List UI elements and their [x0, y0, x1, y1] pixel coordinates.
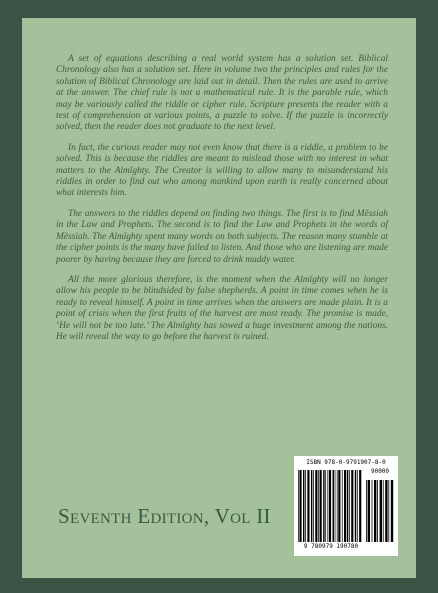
- barcode-bar: [299, 470, 301, 542]
- barcode-bar: [329, 470, 331, 542]
- barcode-bar: [366, 480, 367, 542]
- price-addon-number: 90000: [370, 468, 390, 475]
- barcode-bar: [351, 470, 353, 542]
- isbn-number: ISBN 978-0-9791907-8-0: [306, 459, 386, 466]
- barcode-bar: [380, 480, 382, 542]
- ean-bars: [298, 470, 362, 542]
- barcode-bar: [307, 470, 309, 542]
- barcode-bar: [357, 470, 358, 542]
- ean-digits: 9 780979 190780: [303, 543, 359, 550]
- barcode-bar: [315, 470, 317, 542]
- barcode-bar: [325, 470, 326, 542]
- barcode-bar: [359, 470, 361, 542]
- barcode-bar: [372, 480, 373, 542]
- barcode-bar: [305, 470, 306, 542]
- barcode-bar: [368, 480, 370, 542]
- edition-title: Seventh Edition, Vol II: [58, 504, 271, 528]
- blurb-paragraph-1: A set of equations describing a real world system has a solution set. Biblical Chronology also has a solution set. Here in volume two the principles and rules for the solution of Biblical Chronology are laid out in detail. Then the rules are used to arrive at the answer. The chief rule is not a mathematical rule. It is the parable rule, which may be variously called the riddle or cipher rule. Scripture presents the reader with a test of comprehension at various points, a puzzle to solve. If the puzzle is incorrectly solved, then the reader does not graduate to the next level.: [56, 54, 388, 133]
- barcode-bar: [355, 470, 356, 542]
- barcode-bar: [374, 480, 376, 542]
- barcode-bar: [347, 470, 348, 542]
- barcode-bar: [338, 470, 340, 542]
- barcode-bar: [337, 470, 338, 542]
- blurb-paragraph-2: In fact, the curious reader may not even know that there is a riddle, a problem to be solved. This is because the riddles are meant to mislead those with no interest in what matters to the Almĭghty. The Creator is willing to allow many to misunderstand his riddles in order to find out who among mankind upon earth is really concerned about what interests him.: [56, 142, 388, 199]
- barcode-bar: [318, 470, 319, 542]
- blurb-paragraph-4: All the more glorious therefore, is the moment when the Almĭghty will no longer allow his people to be blindsided by false shepherds. A point in time comes when he is ready to reveal himself. A point in time arrives when the answers are made plain. It is a point of crisis when the first fruits of the harvest are most ready. The promise is made, ‘He will not be too late.’ The Almĭghty has sowed a huge investment among the nations. He will reveal the way to go before the harvest is ruined.: [56, 274, 388, 342]
- blurb-text: [56, 54, 388, 352]
- barcode-bar: [333, 470, 334, 542]
- barcode-bar: [311, 470, 312, 542]
- barcode-bar: [391, 480, 393, 542]
- barcode: [294, 456, 398, 556]
- barcode-bar: [335, 470, 336, 542]
- barcode-bar: [313, 470, 314, 542]
- barcode-bar: [323, 470, 324, 542]
- barcode-bar: [303, 470, 304, 542]
- blurb-paragraph-3: The answers to the riddles depend on finding two things. The first is to find Mĕssiah in the Law and Prophets. The second is to find the Law and Prophets in the words of Mĕssiah. The Almĭghty spent many words on both subjects. The reason many stumble at the cipher points is the many have failed to listen. And those who are listening are made poorer by having because they are forced to drink muddy water.: [56, 208, 388, 265]
- barcode-bar: [327, 470, 328, 542]
- barcode-bar: [388, 480, 389, 542]
- addon-bars: [366, 480, 394, 542]
- barcode-bar: [383, 480, 384, 542]
- barcode-bar: [349, 470, 350, 542]
- barcode-bar: [342, 470, 343, 542]
- barcode-bar: [377, 480, 378, 542]
- barcode-bar: [320, 470, 322, 542]
- barcode-bar: [385, 480, 387, 542]
- barcode-bar: [298, 470, 299, 542]
- barcode-bar: [344, 470, 346, 542]
